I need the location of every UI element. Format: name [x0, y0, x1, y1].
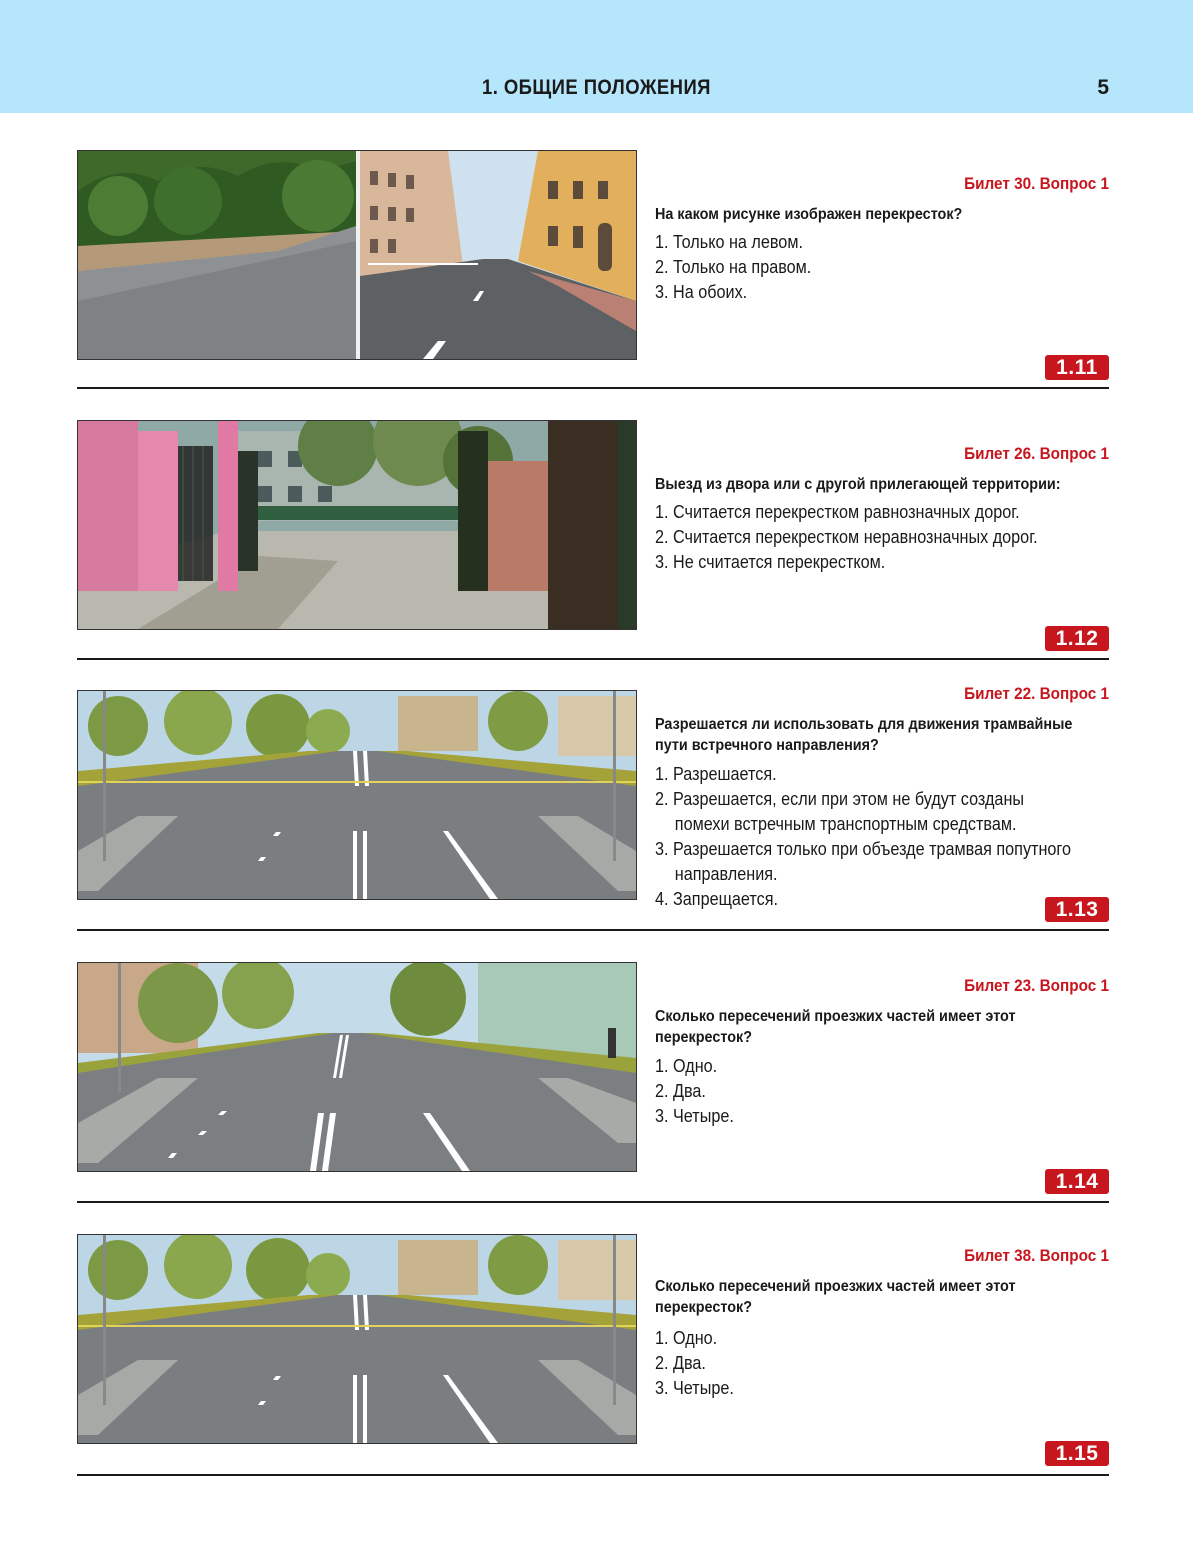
question-number-badge: 1.15: [1045, 1441, 1109, 1466]
ticket-label: Билет 26. Вопрос 1: [964, 444, 1109, 463]
page-number: 5: [1097, 76, 1109, 99]
question-block-1-14: [0, 962, 1193, 1234]
answer-option[interactable]: 2. Разрешается, если при этом не будут созданы помехи встречным транспортным средствам.: [655, 789, 1025, 834]
ticket-label: Билет 30. Вопрос 1: [964, 174, 1109, 193]
question-number-badge: 1.11: [1045, 355, 1109, 380]
question-block-1-13: [0, 684, 1193, 962]
divider: [77, 387, 1109, 389]
question-photo: [77, 690, 637, 900]
answer-list: [655, 500, 1078, 575]
answer-option[interactable]: 3. Разрешается только при объезде трамвая попутного направления.: [655, 839, 1071, 884]
divider: [77, 929, 1109, 931]
question-number-badge: 1.14: [1045, 1169, 1109, 1194]
answer-option[interactable]: 1. Одно.: [655, 1328, 718, 1348]
answer-list: [655, 230, 1078, 305]
divider: [77, 1201, 1109, 1203]
answer-option[interactable]: 3. На обоих.: [655, 282, 748, 302]
answer-option[interactable]: 2. Только на правом.: [655, 257, 812, 277]
question-number-badge: 1.12: [1045, 626, 1109, 651]
chapter-title: 1. ОБЩИЕ ПОЛОЖЕНИЯ: [481, 76, 711, 99]
question-block-1-12: [0, 420, 1193, 692]
question-text: Сколько пересечений проезжих частей имеет этот перекресток?: [655, 1008, 1016, 1046]
answer-option[interactable]: 4. Запрещается.: [655, 889, 779, 909]
ticket-label: Билет 38. Вопрос 1: [964, 1246, 1109, 1265]
answer-list: [655, 1326, 1078, 1401]
answer-list: [655, 1054, 1078, 1129]
question-photo: [77, 1234, 637, 1444]
answer-option[interactable]: 2. Два.: [655, 1353, 706, 1373]
question-text: Выезд из двора или с другой прилегающей территории:: [655, 476, 1061, 493]
page-header: [0, 0, 1193, 113]
question-text: Разрешается ли использовать для движения трамвайные пути встречного направления?: [655, 716, 1073, 754]
question-block-1-11: [0, 150, 1193, 422]
ticket-label: Билет 22. Вопрос 1: [964, 684, 1109, 703]
question-text: На каком рисунке изображен перекресток?: [655, 206, 963, 223]
answer-option[interactable]: 3. Четыре.: [655, 1378, 734, 1398]
divider: [77, 658, 1109, 660]
answer-option[interactable]: 1. Считается перекрестком равнозначных дорог.: [655, 502, 1020, 522]
divider: [77, 1474, 1109, 1476]
question-photo: [77, 420, 637, 630]
question-text: Сколько пересечений проезжих частей имеет этот перекресток?: [655, 1278, 1016, 1316]
answer-option[interactable]: 3. Четыре.: [655, 1106, 734, 1126]
answer-option[interactable]: 1. Одно.: [655, 1056, 718, 1076]
answer-option[interactable]: 1. Только на левом.: [655, 232, 803, 252]
ticket-label: Билет 23. Вопрос 1: [964, 976, 1109, 995]
answer-option[interactable]: 1. Разрешается.: [655, 764, 777, 784]
answer-option[interactable]: 2. Два.: [655, 1081, 706, 1101]
question-photo: [77, 962, 637, 1172]
question-number-badge: 1.13: [1045, 897, 1109, 922]
answer-option[interactable]: 2. Считается перекрестком неравнозначных дорог.: [655, 527, 1038, 547]
answer-option[interactable]: 3. Не считается перекрестком.: [655, 552, 886, 572]
answer-list: [655, 762, 1078, 912]
question-block-1-15: [0, 1234, 1193, 1506]
question-photo: [77, 150, 637, 360]
